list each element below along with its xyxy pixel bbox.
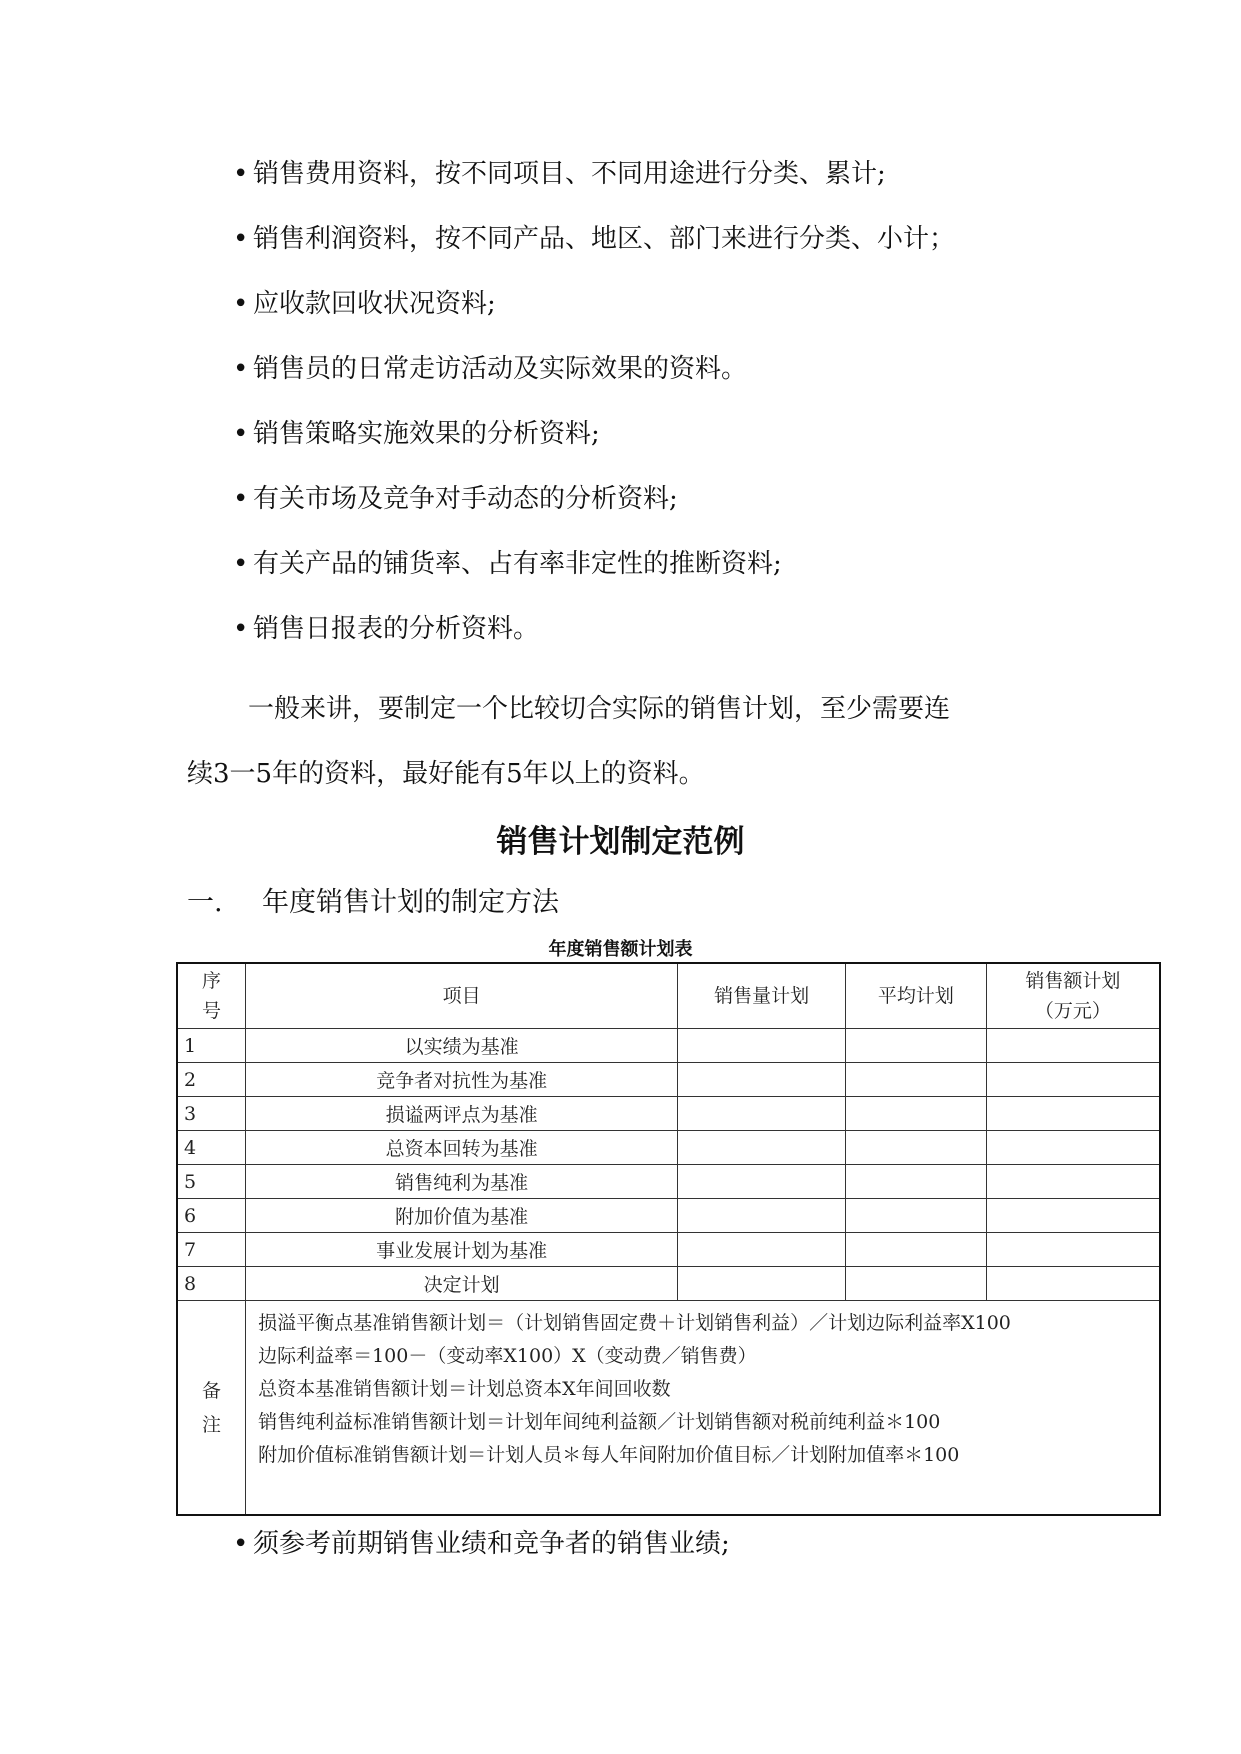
bullet-text: 应收款回收状况资料; xyxy=(253,289,496,319)
cell-average xyxy=(845,1199,986,1233)
cell-amount xyxy=(986,1131,1160,1165)
table-row xyxy=(177,1063,1160,1097)
cell-volume xyxy=(678,1097,846,1131)
header-volume: 销售量计划 xyxy=(678,963,846,1029)
remarks-row xyxy=(177,1301,1160,1516)
paragraph-line-2: 续3一5年的资料，最好能有5年以上的资料。 xyxy=(187,759,705,789)
cell-volume xyxy=(678,1063,846,1097)
bullet-dot: • xyxy=(233,1529,249,1559)
row-item: 销售纯利为基准 xyxy=(246,1165,678,1199)
cell-volume xyxy=(678,1199,846,1233)
bullet-item xyxy=(233,353,1133,385)
bullet-item xyxy=(233,548,1133,580)
row-item: 附加价值为基准 xyxy=(246,1199,678,1233)
bullet-dot: • xyxy=(233,419,249,449)
bullet-dot: • xyxy=(233,484,249,514)
cell-volume xyxy=(678,1233,846,1267)
row-index: 3 xyxy=(177,1097,246,1131)
section-heading xyxy=(187,880,559,919)
cell-amount xyxy=(986,1267,1160,1301)
cell-average xyxy=(845,1029,986,1063)
bullet-dot: • xyxy=(233,224,249,254)
remark-line: 边际利益率＝100－（变动率X100）X（变动费／销售费） xyxy=(258,1345,757,1367)
bullet-dot: • xyxy=(233,159,249,189)
table-row xyxy=(177,1097,1160,1131)
header-item: 项目 xyxy=(246,963,678,1029)
row-index: 8 xyxy=(177,1267,246,1301)
bullet-dot: • xyxy=(233,549,249,579)
final-bullet xyxy=(233,1528,730,1560)
cell-volume xyxy=(678,1267,846,1301)
bullet-item xyxy=(233,613,1133,645)
cell-average xyxy=(845,1233,986,1267)
row-index: 6 xyxy=(177,1199,246,1233)
paragraph-line-1: 一般来讲，要制定一个比较切合实际的销售计划，至少需要连 xyxy=(248,694,951,724)
header-amount: 销售额计划 （万元） xyxy=(986,963,1160,1029)
table-title: 年度销售额计划表 xyxy=(548,939,693,960)
bullet-text: 销售费用资料，按不同项目、不同用途进行分类、累计; xyxy=(253,159,886,189)
table-row xyxy=(177,1165,1160,1199)
bullet-item xyxy=(233,418,1133,450)
bullet-dot: • xyxy=(233,614,249,644)
row-index: 2 xyxy=(177,1063,246,1097)
remarks-label: 备 注 xyxy=(177,1301,246,1516)
bullet-text: 须参考前期销售业绩和竞争者的销售业绩; xyxy=(253,1529,730,1559)
table-row xyxy=(177,1029,1160,1063)
row-item: 决定计划 xyxy=(246,1267,678,1301)
remark-line: 总资本基准销售额计划＝计划总资本X年间回收数 xyxy=(258,1378,671,1400)
cell-amount xyxy=(986,1165,1160,1199)
header-average: 平均计划 xyxy=(845,963,986,1029)
page-title: 销售计划制定范例 xyxy=(496,824,745,860)
bullet-item xyxy=(233,223,1133,255)
bullet-item xyxy=(233,483,1133,515)
cell-amount xyxy=(986,1233,1160,1267)
cell-volume xyxy=(678,1029,846,1063)
cell-volume xyxy=(678,1131,846,1165)
table-row xyxy=(177,1199,1160,1233)
row-item: 损谥两评点为基准 xyxy=(246,1097,678,1131)
remark-line: 销售纯利益标准销售额计划＝计划年间纯利益额／计划销售额对税前纯利益＊100 xyxy=(258,1411,941,1433)
remark-line: 附加价值标准销售额计划＝计划人员＊每人年间附加价值目标／计划附加值率＊100 xyxy=(258,1444,960,1466)
row-item: 总资本回转为基准 xyxy=(246,1131,678,1165)
cell-average xyxy=(845,1131,986,1165)
row-item: 事业发展计划为基准 xyxy=(246,1233,678,1267)
row-index: 5 xyxy=(177,1165,246,1199)
bullet-text: 销售利润资料，按不同产品、地区、部门来进行分类、小计； xyxy=(253,224,956,254)
sales-plan-table xyxy=(176,962,1161,1516)
cell-amount xyxy=(986,1097,1160,1131)
cell-volume xyxy=(678,1165,846,1199)
table-row xyxy=(177,1233,1160,1267)
cell-amount xyxy=(986,1063,1160,1097)
section-number: 一. xyxy=(187,887,223,918)
row-index: 7 xyxy=(177,1233,246,1267)
bullet-text: 销售员的日常走访活动及实际效果的资料。 xyxy=(253,354,748,384)
bullet-dot: • xyxy=(233,289,249,319)
cell-average xyxy=(845,1063,986,1097)
bullet-text: 销售日报表的分析资料。 xyxy=(253,614,540,644)
remarks-content xyxy=(246,1301,1160,1516)
header-index: 序 号 xyxy=(177,963,246,1029)
bullet-text: 有关产品的铺货率、占有率非定性的推断资料; xyxy=(253,549,782,579)
cell-average xyxy=(845,1097,986,1131)
bullet-item xyxy=(233,158,1133,190)
row-item: 以实绩为基准 xyxy=(246,1029,678,1063)
cell-average xyxy=(845,1267,986,1301)
section-text: 年度销售计划的制定方法 xyxy=(262,887,559,918)
row-item: 竞争者对抗性为基准 xyxy=(246,1063,678,1097)
table-row xyxy=(177,1267,1160,1301)
bullet-item xyxy=(233,288,1133,320)
bullet-dot: • xyxy=(233,354,249,384)
cell-amount xyxy=(986,1029,1160,1063)
bullet-list xyxy=(233,158,1133,678)
cell-amount xyxy=(986,1199,1160,1233)
bullet-text: 销售策略实施效果的分析资料; xyxy=(253,419,600,449)
table-row xyxy=(177,1131,1160,1165)
bullet-text: 有关市场及竞争对手动态的分析资料; xyxy=(253,484,678,514)
table-header-row xyxy=(177,963,1160,1029)
row-index: 1 xyxy=(177,1029,246,1063)
remark-line: 损溢平衡点基准销售额计划＝（计划销售固定费＋计划销售利益）／计划边际利益率X100 xyxy=(258,1312,1011,1334)
cell-average xyxy=(845,1165,986,1199)
row-index: 4 xyxy=(177,1131,246,1165)
